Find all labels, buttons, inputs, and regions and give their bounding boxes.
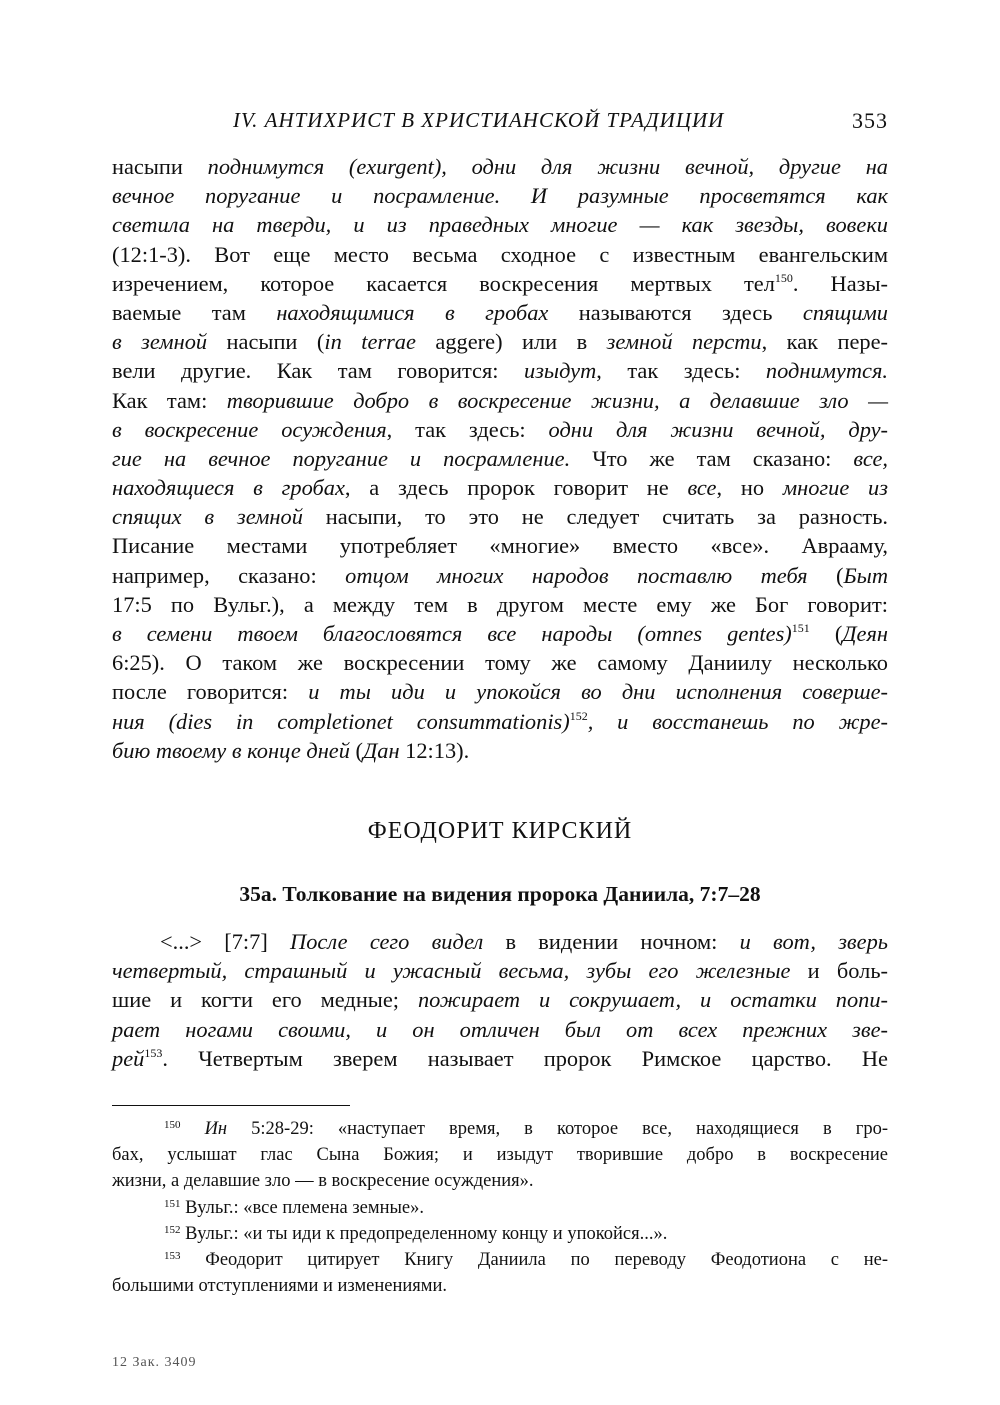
paragraph-daniel-resurrection [112,152,888,765]
footnote-divider [112,1105,350,1106]
page-number: 353 [852,108,888,133]
paragraph-theodoret-commentary [112,927,888,1073]
footnote-153-cont: большими отступлениями и изменениями. [112,1276,448,1297]
footnote-150-cont: бах, услышат глас Сына Божия; и изыдут творившие добро в воскресение [112,1145,888,1166]
footnote-150: $^{150}$ Ин 5:28-29: «наступает время, в которое все, находящиеся в гро- [164,1119,888,1139]
text-line: в семени твоем благословятся все народы (omnes gentes)$^{151}$ (Деян [112,621,888,646]
text-line: в воскресение осуждения, так здесь: одни для жизни вечной, дру- [112,416,889,442]
text-line: после говорится: и ты иди и упокойся во дни исполнения соверше- [112,679,888,705]
footnote-ref-152: 152 [569,708,588,723]
text-line: 6:25). О таком же воскресении тому же самому Даниилу несколько [112,650,888,676]
text-line: вечное поругание и посрамление. И разумные просветятся как [112,183,888,209]
text-line: спящих в земной насыпи, то это не следует считать за разность. [112,504,888,530]
printer-signature-mark: 12 Зак. 3409 [112,1355,197,1370]
text-line: <...> [7:7] После сего видел в видении ночном: и вот, зверь [160,929,888,954]
footnote-ref-153: 153 [144,1045,163,1060]
text-line: светила на тверди, и из праведных многие — как звезды, вовеки [112,212,888,238]
text-line: рей$^{153}$. Четвертым зверем называет пророк Римское царство. Не [112,1045,888,1071]
text-line: вели другие. Как там говорится: изыдут, так здесь: поднимутся. [112,358,888,384]
footnote-ref-150: 150 [774,270,793,285]
text-line: гие на вечное поругание и посрамление. Что же там сказано: все, [112,445,888,471]
text-line: насыпи поднимутся (exurgent), одни для жизни вечной, другие на [112,154,889,179]
section-heading: ФЕОДОРИТ КИРСКИЙ [367,818,633,844]
running-head-title: IV. АНТИХРИСТ В ХРИСТИАНСКОЙ ТРАДИЦИИ [233,108,725,132]
footnote-152: $^{152}$ Вульг.: «и ты иди к предопределенному концу и упокойся...». [164,1223,668,1244]
text-line: ваемые там находящимися в гробах называются здесь спящими [112,299,888,325]
text-line: шие и когти его медные; пожирает и сокрушает, и остатки попи- [112,987,888,1013]
footnote-151: $^{151}$ Вульг.: «все племена земные». [164,1197,425,1218]
text-line: в земной насыпи (in terrae aggere) или в земной персти, как пере- [112,329,889,355]
text-line: четвертый, страшный и ужасный весьма, зубы его железные и боль- [112,958,888,984]
text-line: Писание местами употребляет «многие» вместо «все». Аврааму, [112,533,888,559]
text-line: изречением, которое касается воскресения мертвых тел$^{150}$. Назы- [112,270,889,296]
text-line: (12:1-3). Вот еще место весьма сходное с известным евангельским [112,241,888,267]
text-line: ния (dies in completionet consummationis)$^{152}$, и восстанешь по жре- [112,708,889,734]
text-line: бию твоему в конце дней (Дан 12:13). [112,737,470,763]
section-subheading: 35а. Толкование на видения пророка Даниила, 7:7–28 [239,882,761,906]
text-line: 17:5 по Вульг.), а между тем в другом месте ему же Бог говорит: [112,591,888,617]
footnotes [112,1116,888,1299]
text-line: например, сказано: отцом многих народов поставлю тебя (Быт [112,562,888,588]
text-line: находящиеся в гробах, а здесь пророк говорит не все, но многие из [112,475,888,501]
footnote-153: $^{153}$ Феодорит цитирует Книгу Даниила по переводу Феодотиона с не- [164,1249,888,1270]
text-line: рает ногами своими, и он отличен был от всех прежних зве- [112,1016,888,1042]
footnote-ref-151: 151 [791,621,810,635]
text-line: Как там: творившие добро в воскресение жизни, а делавшие зло — [112,387,888,413]
footnote-150-cont: жизни, а делавшие зло — в воскресение осуждения». [112,1171,534,1192]
running-head [112,104,888,136]
